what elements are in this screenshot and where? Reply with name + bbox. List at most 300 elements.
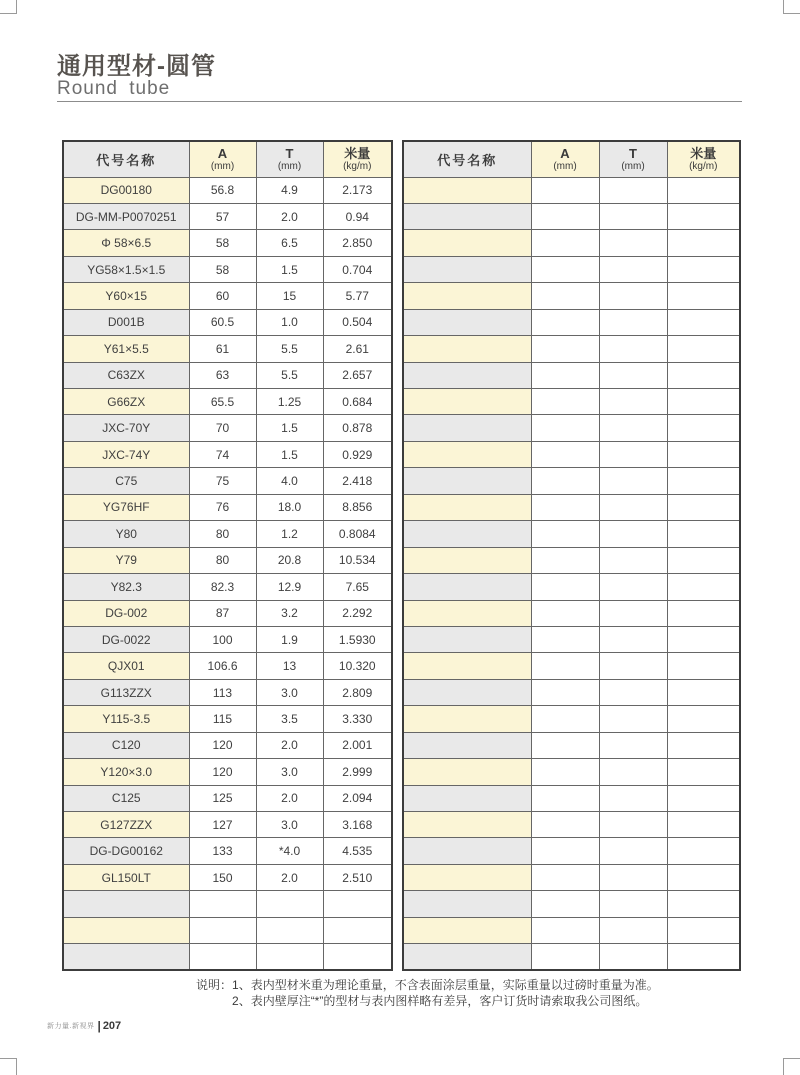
t-value-cell <box>599 574 667 600</box>
table-row <box>403 441 740 467</box>
table-row <box>403 547 740 573</box>
table-row <box>63 732 392 758</box>
table-row <box>403 468 740 494</box>
table-header-row <box>403 141 740 177</box>
w-value-cell <box>667 679 740 705</box>
t-value-cell <box>599 203 667 229</box>
table-header-row <box>63 141 392 177</box>
code-name-cell: C63ZX <box>63 362 189 388</box>
t-value-cell <box>599 309 667 335</box>
table-row <box>63 574 392 600</box>
code-name-cell: JXC-74Y <box>63 441 189 467</box>
code-name-cell: G113ZZX <box>63 679 189 705</box>
table-row <box>403 283 740 309</box>
t-value-cell <box>256 891 323 917</box>
t-value-cell <box>599 838 667 864</box>
table-row <box>403 626 740 652</box>
table-row <box>63 283 392 309</box>
t-value-cell <box>599 256 667 282</box>
a-value-cell <box>531 177 599 203</box>
t-value-cell <box>599 864 667 890</box>
table-row <box>63 336 392 362</box>
code-name-cell <box>403 732 531 758</box>
code-name-cell <box>63 944 189 970</box>
w-value-cell <box>667 389 740 415</box>
a-value-cell: 115 <box>189 706 256 732</box>
t-value-cell <box>599 759 667 785</box>
table-row <box>63 785 392 811</box>
table-row <box>403 494 740 520</box>
a-value-cell: 150 <box>189 864 256 890</box>
brand-text: 新力量.新视界 <box>47 1023 95 1030</box>
table-row <box>63 256 392 282</box>
footer-separator: | <box>97 1019 101 1033</box>
col-header-a: A (mm) <box>189 141 256 177</box>
w-value-cell: 5.77 <box>323 283 392 309</box>
table-row <box>403 177 740 203</box>
a-value-cell: 127 <box>189 812 256 838</box>
code-name-cell <box>403 574 531 600</box>
code-name-cell <box>403 679 531 705</box>
w-value-cell: 2.292 <box>323 600 392 626</box>
t-value-cell: 18.0 <box>256 494 323 520</box>
crop-mark-top-right <box>783 0 800 14</box>
code-name-cell: Y120×3.0 <box>63 759 189 785</box>
w-value-cell <box>667 891 740 917</box>
w-value-cell <box>323 891 392 917</box>
code-name-cell <box>403 256 531 282</box>
a-value-cell <box>531 626 599 652</box>
w-value-cell: 0.878 <box>323 415 392 441</box>
t-value-cell <box>599 547 667 573</box>
w-value-cell <box>667 415 740 441</box>
t-value-cell <box>599 706 667 732</box>
a-value-cell: 87 <box>189 600 256 626</box>
table-row <box>403 574 740 600</box>
table-row <box>403 864 740 890</box>
w-value-cell <box>667 203 740 229</box>
code-name-cell <box>63 917 189 943</box>
w-value-cell <box>667 917 740 943</box>
a-value-cell <box>189 891 256 917</box>
w-value-cell <box>667 521 740 547</box>
w-value-cell: 2.173 <box>323 177 392 203</box>
w-value-cell <box>667 177 740 203</box>
t-value-cell <box>599 468 667 494</box>
w-value-cell <box>667 441 740 467</box>
col-header-t: T (mm) <box>599 141 667 177</box>
code-name-cell: QJX01 <box>63 653 189 679</box>
notes <box>196 977 659 1009</box>
t-value-cell: 1.0 <box>256 309 323 335</box>
code-name-cell: D001B <box>63 309 189 335</box>
w-value-cell: 7.65 <box>323 574 392 600</box>
code-name-cell <box>403 468 531 494</box>
a-value-cell: 60.5 <box>189 309 256 335</box>
w-value-cell <box>667 309 740 335</box>
table-row <box>403 256 740 282</box>
table-row <box>63 759 392 785</box>
title-divider <box>57 101 742 102</box>
a-value-cell <box>531 706 599 732</box>
t-value-cell <box>256 917 323 943</box>
a-value-cell: 113 <box>189 679 256 705</box>
w-value-cell <box>667 838 740 864</box>
w-value-cell <box>323 917 392 943</box>
code-name-cell <box>403 917 531 943</box>
code-name-cell <box>403 441 531 467</box>
t-value-cell <box>599 653 667 679</box>
t-value-cell <box>599 521 667 547</box>
table-row <box>403 362 740 388</box>
a-value-cell <box>531 203 599 229</box>
w-value-cell: 0.704 <box>323 256 392 282</box>
code-name-cell: YG76HF <box>63 494 189 520</box>
code-name-cell: Y79 <box>63 547 189 573</box>
table-row <box>63 468 392 494</box>
a-value-cell <box>531 653 599 679</box>
a-value-cell: 82.3 <box>189 574 256 600</box>
w-value-cell: 0.8084 <box>323 521 392 547</box>
t-value-cell <box>599 785 667 811</box>
t-value-cell: 5.5 <box>256 336 323 362</box>
code-name-cell: Y61×5.5 <box>63 336 189 362</box>
code-name-cell <box>403 494 531 520</box>
a-value-cell <box>531 600 599 626</box>
note-line-2: 2、表内壁厚注“*”的型材与表内图样略有差异，客户订货时请索取我公司图纸。 <box>232 994 648 1008</box>
t-value-cell: 3.2 <box>256 600 323 626</box>
t-value-cell <box>599 679 667 705</box>
table-row <box>403 838 740 864</box>
table-row <box>403 415 740 441</box>
code-name-cell <box>403 944 531 970</box>
code-name-cell <box>403 283 531 309</box>
code-name-cell <box>403 230 531 256</box>
w-value-cell: 0.504 <box>323 309 392 335</box>
w-value-cell <box>323 944 392 970</box>
code-name-cell: Y115-3.5 <box>63 706 189 732</box>
w-value-cell <box>667 944 740 970</box>
code-name-cell: C75 <box>63 468 189 494</box>
t-value-cell <box>599 230 667 256</box>
a-value-cell: 80 <box>189 547 256 573</box>
a-value-cell <box>189 917 256 943</box>
table-row <box>403 389 740 415</box>
a-value-cell <box>531 230 599 256</box>
t-value-cell: 1.2 <box>256 521 323 547</box>
a-value-cell: 58 <box>189 256 256 282</box>
w-value-cell: 1.5930 <box>323 626 392 652</box>
w-value-cell <box>667 230 740 256</box>
code-name-cell: JXC-70Y <box>63 415 189 441</box>
t-value-cell <box>599 812 667 838</box>
code-name-cell <box>403 177 531 203</box>
page-subtitle: Round tube <box>57 78 171 99</box>
note-line-1: 1、表内型材米重为理论重量，不含表面涂层重量，实际重量以过磅时重量为准。 <box>232 978 659 992</box>
table-row <box>63 917 392 943</box>
code-name-cell <box>403 336 531 362</box>
a-value-cell <box>531 415 599 441</box>
a-value-cell <box>531 574 599 600</box>
t-value-cell: 13 <box>256 653 323 679</box>
t-value-cell <box>599 336 667 362</box>
table-row <box>63 494 392 520</box>
table-row <box>403 785 740 811</box>
w-value-cell <box>667 600 740 626</box>
table-row <box>63 944 392 970</box>
t-value-cell <box>599 415 667 441</box>
t-value-cell <box>256 944 323 970</box>
t-value-cell: 1.5 <box>256 441 323 467</box>
table-row <box>63 626 392 652</box>
t-value-cell: *4.0 <box>256 838 323 864</box>
w-value-cell <box>667 283 740 309</box>
code-name-cell <box>403 812 531 838</box>
a-value-cell: 70 <box>189 415 256 441</box>
t-value-cell: 3.0 <box>256 812 323 838</box>
code-name-cell <box>403 415 531 441</box>
spec-table-right <box>402 140 741 971</box>
a-value-cell: 125 <box>189 785 256 811</box>
table-row <box>63 706 392 732</box>
code-name-cell <box>403 785 531 811</box>
t-value-cell: 1.9 <box>256 626 323 652</box>
code-name-cell: Φ 58×6.5 <box>63 230 189 256</box>
code-name-cell: G66ZX <box>63 389 189 415</box>
code-name-cell: Y82.3 <box>63 574 189 600</box>
code-name-cell: DG-0022 <box>63 626 189 652</box>
a-value-cell <box>531 759 599 785</box>
code-name-cell: DG00180 <box>63 177 189 203</box>
table-row <box>403 891 740 917</box>
code-name-cell: Y80 <box>63 521 189 547</box>
code-name-cell: Y60×15 <box>63 283 189 309</box>
code-name-cell: G127ZZX <box>63 812 189 838</box>
code-name-cell <box>403 759 531 785</box>
a-value-cell <box>531 891 599 917</box>
code-name-cell <box>403 309 531 335</box>
a-value-cell <box>531 944 599 970</box>
a-value-cell: 120 <box>189 732 256 758</box>
table-row <box>403 917 740 943</box>
w-value-cell <box>667 626 740 652</box>
table-row <box>63 679 392 705</box>
table-row <box>63 415 392 441</box>
w-value-cell: 0.684 <box>323 389 392 415</box>
table-row <box>63 547 392 573</box>
spec-tables <box>62 140 741 971</box>
table-row <box>63 230 392 256</box>
w-value-cell <box>667 653 740 679</box>
a-value-cell <box>531 494 599 520</box>
code-name-cell <box>403 891 531 917</box>
t-value-cell <box>599 917 667 943</box>
table-row <box>63 203 392 229</box>
code-name-cell: YG58×1.5×1.5 <box>63 256 189 282</box>
t-value-cell <box>599 283 667 309</box>
code-name-cell <box>63 891 189 917</box>
a-value-cell: 75 <box>189 468 256 494</box>
table-row <box>63 362 392 388</box>
code-name-cell <box>403 626 531 652</box>
a-value-cell: 80 <box>189 521 256 547</box>
a-value-cell <box>189 944 256 970</box>
col-header-a: A (mm) <box>531 141 599 177</box>
t-value-cell: 2.0 <box>256 785 323 811</box>
table-row <box>63 389 392 415</box>
w-value-cell: 2.999 <box>323 759 392 785</box>
w-value-cell <box>667 362 740 388</box>
a-value-cell <box>531 679 599 705</box>
w-value-cell: 2.850 <box>323 230 392 256</box>
w-value-cell: 2.61 <box>323 336 392 362</box>
w-value-cell: 3.168 <box>323 812 392 838</box>
a-value-cell <box>531 309 599 335</box>
t-value-cell <box>599 441 667 467</box>
w-value-cell <box>667 732 740 758</box>
table-row <box>403 732 740 758</box>
a-value-cell: 56.8 <box>189 177 256 203</box>
w-value-cell <box>667 706 740 732</box>
w-value-cell <box>667 864 740 890</box>
table-row <box>403 600 740 626</box>
page-number: 207 <box>102 1020 122 1032</box>
a-value-cell <box>531 917 599 943</box>
w-value-cell: 0.94 <box>323 203 392 229</box>
t-value-cell: 15 <box>256 283 323 309</box>
w-value-cell: 0.929 <box>323 441 392 467</box>
col-header-weight: 米量 (kg/m) <box>667 141 740 177</box>
w-value-cell <box>667 574 740 600</box>
table-row <box>63 891 392 917</box>
t-value-cell: 2.0 <box>256 864 323 890</box>
table-row <box>63 838 392 864</box>
w-value-cell: 8.856 <box>323 494 392 520</box>
code-name-cell: DG-DG00162 <box>63 838 189 864</box>
w-value-cell <box>667 336 740 362</box>
code-name-cell <box>403 547 531 573</box>
crop-mark-top-left <box>0 0 17 14</box>
page-title: 通用型材-圆管 <box>57 53 216 80</box>
table-row <box>403 679 740 705</box>
t-value-cell: 20.8 <box>256 547 323 573</box>
spec-table-left <box>62 140 393 971</box>
a-value-cell <box>531 812 599 838</box>
code-name-cell: DG-002 <box>63 600 189 626</box>
table-row <box>403 521 740 547</box>
table-row <box>403 336 740 362</box>
a-value-cell: 65.5 <box>189 389 256 415</box>
t-value-cell: 5.5 <box>256 362 323 388</box>
code-name-cell: C120 <box>63 732 189 758</box>
w-value-cell: 10.320 <box>323 653 392 679</box>
code-name-cell: DG-MM-P0070251 <box>63 203 189 229</box>
w-value-cell: 2.001 <box>323 732 392 758</box>
col-header-weight: 米量 (kg/m) <box>323 141 392 177</box>
a-value-cell <box>531 362 599 388</box>
code-name-cell: GL150LT <box>63 864 189 890</box>
t-value-cell <box>599 389 667 415</box>
a-value-cell <box>531 256 599 282</box>
t-value-cell <box>599 600 667 626</box>
table-row <box>63 653 392 679</box>
a-value-cell: 61 <box>189 336 256 362</box>
col-header-code-name: 代号名称 <box>63 141 189 177</box>
w-value-cell <box>667 785 740 811</box>
t-value-cell <box>599 891 667 917</box>
code-name-cell <box>403 600 531 626</box>
w-value-cell <box>667 759 740 785</box>
crop-mark-bottom-right <box>783 1058 800 1075</box>
code-name-cell <box>403 706 531 732</box>
code-name-cell <box>403 653 531 679</box>
table-row <box>403 706 740 732</box>
a-value-cell: 74 <box>189 441 256 467</box>
table-row <box>403 759 740 785</box>
a-value-cell <box>531 521 599 547</box>
t-value-cell: 2.0 <box>256 203 323 229</box>
col-header-code-name: 代号名称 <box>403 141 531 177</box>
table-row <box>403 230 740 256</box>
a-value-cell: 57 <box>189 203 256 229</box>
a-value-cell: 106.6 <box>189 653 256 679</box>
t-value-cell: 6.5 <box>256 230 323 256</box>
a-value-cell: 133 <box>189 838 256 864</box>
t-value-cell: 3.5 <box>256 706 323 732</box>
w-value-cell <box>667 547 740 573</box>
t-value-cell: 1.5 <box>256 415 323 441</box>
table-row <box>403 309 740 335</box>
table-row <box>403 944 740 970</box>
code-name-cell: C125 <box>63 785 189 811</box>
t-value-cell: 4.9 <box>256 177 323 203</box>
a-value-cell: 120 <box>189 759 256 785</box>
w-value-cell: 4.535 <box>323 838 392 864</box>
t-value-cell: 4.0 <box>256 468 323 494</box>
w-value-cell <box>667 256 740 282</box>
t-value-cell: 12.9 <box>256 574 323 600</box>
page-footer <box>47 1019 121 1033</box>
code-name-cell <box>403 521 531 547</box>
a-value-cell <box>531 389 599 415</box>
w-value-cell: 2.094 <box>323 785 392 811</box>
table-row <box>403 812 740 838</box>
a-value-cell <box>531 732 599 758</box>
a-value-cell: 63 <box>189 362 256 388</box>
table-row <box>403 653 740 679</box>
t-value-cell <box>599 362 667 388</box>
table-row <box>63 521 392 547</box>
w-value-cell: 2.418 <box>323 468 392 494</box>
t-value-cell <box>599 626 667 652</box>
a-value-cell <box>531 864 599 890</box>
w-value-cell <box>667 468 740 494</box>
notes-label: 说明： <box>196 978 233 992</box>
a-value-cell: 60 <box>189 283 256 309</box>
a-value-cell <box>531 468 599 494</box>
code-name-cell <box>403 389 531 415</box>
t-value-cell: 1.5 <box>256 256 323 282</box>
t-value-cell: 1.25 <box>256 389 323 415</box>
code-name-cell <box>403 864 531 890</box>
a-value-cell <box>531 547 599 573</box>
a-value-cell <box>531 785 599 811</box>
w-value-cell: 3.330 <box>323 706 392 732</box>
w-value-cell <box>667 494 740 520</box>
table-row <box>63 177 392 203</box>
a-value-cell <box>531 838 599 864</box>
table-row <box>63 309 392 335</box>
